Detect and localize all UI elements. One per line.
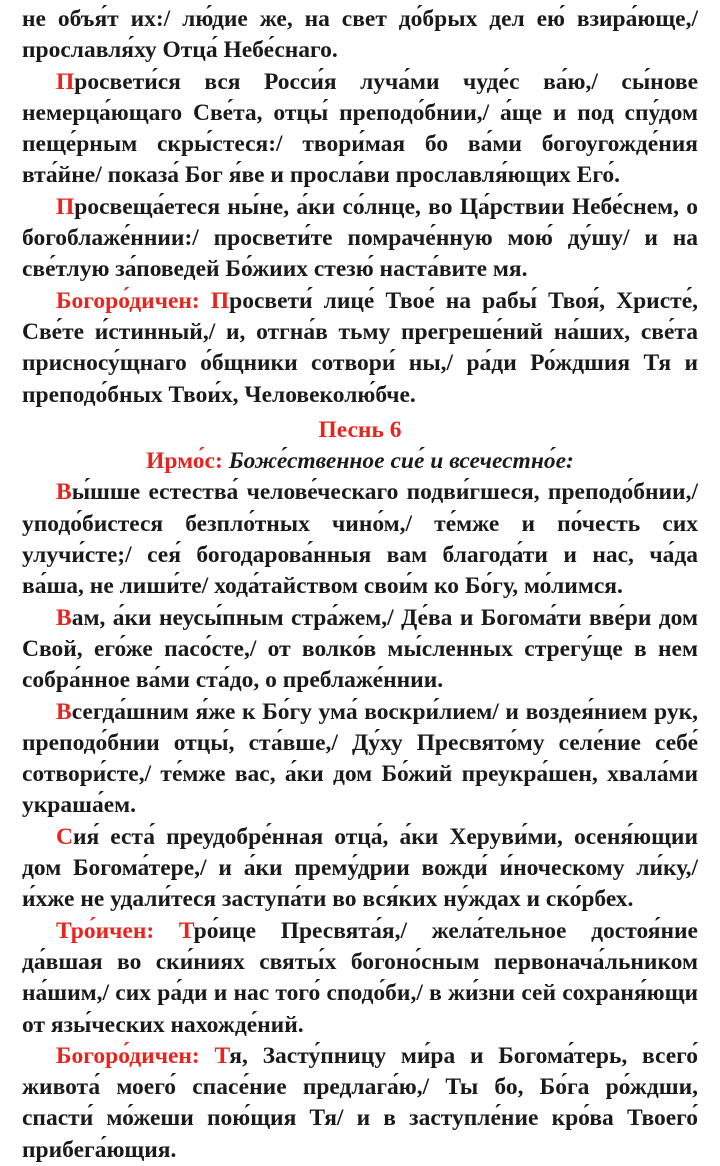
drop-initial: П [56,68,75,95]
rubric-label: Богоро́дичен: [56,287,211,314]
drop-initial: Т [178,917,194,944]
paragraph-continuation [22,4,698,67]
paragraph-text: ро́ице Пресвята́я,/ жела́тельное достоя́ние да́вшая во ски́ниях святы́х богоно́сным первонача́льником на́шим,/ сих ра́ди и нас того́ сподо́би,/ в жи́зни сей сохраня́ющи от язы́ческих нахожде́ний. [22,917,698,1038]
paragraph-text: ы́шше естества́ челове́ческаго подви́гшеся, преподо́бнии,/ уподо́бистеся безпло́тных чино́м,/ те́мже и по́честь сих улучи́сте;/ сея́ богодарова́нныя вам благода́ти и нас, ча́да ва́ша, не лиши́те/ хода́тайством свои́м ко Бо́гу, мо́лимся. [22,479,698,600]
irmos-title: Боже́ственное сие́ и всечестно́е: [228,448,574,475]
paragraph-text: росвеща́етеся ны́не, а́ки со́лнце, во Ца́рствии Небе́снем, о богоблаже́ннии:/ просвети́те помраче́нную мою́ ду́шу/ и на све́тлую за́поведей Бо́жиих стезю́ наста́вите мя. [22,193,698,283]
paragraph-theotokion [22,286,698,411]
paragraph-troparion-5 [22,697,698,822]
paragraph-text: сегда́шним я́же к Бо́гу ума́ воскри́лием/ и воздея́нием рук, преподо́бнии отцы́, ста́вше,/ Ду́ху Пресвято́му селе́ние себе́ сотвори́сте,/ те́мже вас, а́ки дом Бо́жий преукра́шен, хвала́ми украша́ем. [22,698,698,819]
paragraph-text: ам, а́ки неусы́пным стра́жем,/ Де́ва и Богома́ти вве́ри дом Свой, его́же пасо́сте,/ от волко́в мы́сленных стрегу́ще в нем собра́нное ва́ми ста́до, о преблаже́ннии. [22,604,698,694]
page [22,4,698,1166]
paragraph-triadicon [22,916,698,1041]
paragraph-theotokion-2 [22,1041,698,1166]
rubric-label: Тро́ичен: [56,917,179,944]
drop-initial: Т [214,1042,230,1069]
paragraph-text: ия́ еста́ преудобре́нная отца́, а́ки Херуви́ми, осеня́ющии дом Богома́тере,/ и а́ки прему́дрии вожди́ и́ноческому ли́ку,/ и́хже не удали́тeся заступа́ти во вся́ких ну́ждах и ско́рбех. [22,823,698,913]
drop-initial: С [56,823,73,850]
irmos-label: Ирмо́с: [146,448,229,475]
paragraph-text: росвети́ся вся Росси́я луча́ми чуде́с ва́ю,/ сы́нове немерца́ющаго Све́та, отцы́ преподо́бнии,/ а́ще и под спу́дом пеще́рным скры́стеся:/ твори́мая бо ва́ми богоугожде́ния вта́йне/ показа́ Бог я́ве и просла́ви прославля́ющих Его́. [22,68,698,189]
paragraph-troparion-6 [22,822,698,916]
drop-initial: В [56,698,72,725]
rubric-label: Богоро́дичен: [56,1042,215,1069]
paragraph-troparion-1 [22,67,698,192]
paragraph-text: не объя́т их:/ лю́дие же, на свет до́брых дел ею́ взира́ющe,/ прославля́ху Отца́ Небе́снаго. [22,6,698,64]
paragraph-troparion-4 [22,603,698,697]
paragraph-troparion-2 [22,192,698,286]
paragraph-troparion-3 [22,477,698,602]
paragraph-text: я, Засту́пницу ми́ра и Богома́терь, всего́ живота́ моего́ спасе́ние предлага́ю,/ Ты бо, Бо́га ро́ждши, спасти́ мо́жеши пою́щия Тя/ и в заступле́ние кро́ва Твоего́ прибега́ющия. [22,1042,698,1163]
drop-initial: В [56,479,72,506]
irmos-line [22,446,698,477]
ode-heading: Песнь 6 [318,416,402,443]
drop-initial: В [56,604,72,631]
drop-initial: П [210,287,230,314]
paragraph-text: росвети́ лице́ Твое́ на рабы́ Твоя́, Христе́, Све́те и́стинный,/ и, отгна́в тьму прегреше́ний на́ших, све́та присносу́щнаго о́бщники сотвори́ ны,/ ра́ди Ро́ждшия Тя и преподо́бных Твои́х, Человеколю́бче. [22,287,699,408]
drop-initial: П [56,193,75,220]
